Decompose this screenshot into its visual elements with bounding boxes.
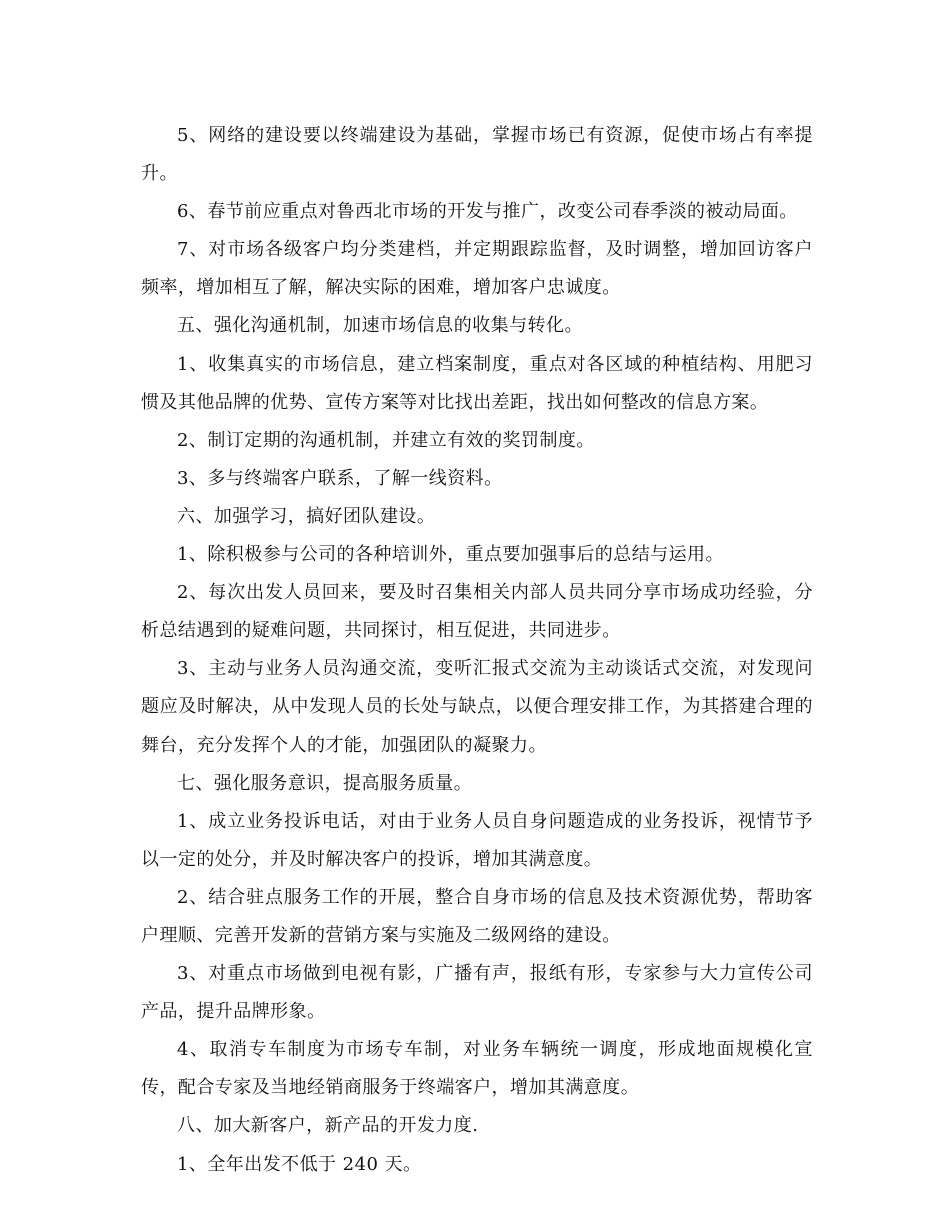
paragraph-experience-sharing: 2、每次出发人员回来，要及时召集相关内部人员共同分享市场成功经验，分析总结遇到的疑难问题，共同探讨，相互促进，共同进步。 bbox=[141, 582, 813, 642]
paragraph-staff-communication: 3、主动与业务人员沟通交流，变听汇报式交流为主动谈话式交流，对发现问题应及时解决，从中发现人员的长处与缺点，以便合理安排工作，为其搭建合理的舞台，充分发挥个人的才能，加强团队的凝聚力。 bbox=[141, 658, 813, 756]
paragraph-network-terminal: 5、网络的建设要以终端建设为基础，掌握市场已有资源，促使市场占有率提升。 bbox=[141, 125, 813, 185]
paragraph-spring-festival: 6、春节前应重点对鲁西北市场的开发与推广，改变公司春季淡的被动局面。 bbox=[177, 201, 798, 223]
paragraph-market-info: 1、收集真实的市场信息，建立档案制度，重点对各区域的种植结构、用肥习惯及其他品牌的优势、宣传方案等对比找出差距，找出如何整改的信息方案。 bbox=[141, 353, 813, 413]
section-heading-team-building: 六、加强学习，搞好团队建设。 bbox=[177, 505, 436, 527]
paragraph-media-promotion: 3、对重点市场做到电视有影，广播有声，报纸有形，专家参与大力宣传公司产品，提升品牌形象。 bbox=[141, 963, 813, 1023]
paragraph-customer-archive: 7、对市场各级客户均分类建档，并定期跟踪监督，及时调整，增加回访客户频率，增加相互了解，解决实际的困难，增加客户忠诚度。 bbox=[141, 239, 813, 299]
section-heading-communication: 五、强化沟通机制，加速市场信息的收集与转化。 bbox=[177, 315, 583, 337]
paragraph-terminal-contact: 3、多与终端客户联系，了解一线资料。 bbox=[177, 467, 503, 489]
paragraph-vehicle-dispatch: 4、取消专车制度为市场专车制，对业务车辆统一调度，形成地面规模化宣传，配合专家及当地经销商服务于终端客户，增加其满意度。 bbox=[141, 1039, 813, 1099]
paragraph-training: 1、除积极参与公司的各种培训外，重点要加强事后的总结与运用。 bbox=[177, 544, 724, 566]
paragraph-complaint-hotline: 1、成立业务投诉电话，对由于业务人员自身问题造成的业务投诉，视情节予以一定的处分，并及时解决客户的投诉，增加其满意度。 bbox=[141, 810, 813, 870]
paragraph-field-days: 1、全年出发不低于 240 天。 bbox=[177, 1153, 422, 1175]
section-heading-service: 七、强化服务意识，提高服务质量。 bbox=[177, 772, 473, 794]
paragraph-onsite-service: 2、结合驻点服务工作的开展，整合自身市场的信息及技术资源优势，帮助客户理顺、完善开发新的营销方案与实施及二级网络的建设。 bbox=[141, 886, 813, 946]
section-heading-new-customers: 八、加大新客户，新产品的开发力度. bbox=[177, 1115, 479, 1137]
paragraph-communication-mechanism: 2、制订定期的沟通机制，并建立有效的奖罚制度。 bbox=[177, 429, 595, 451]
document-body bbox=[141, 117, 813, 1184]
